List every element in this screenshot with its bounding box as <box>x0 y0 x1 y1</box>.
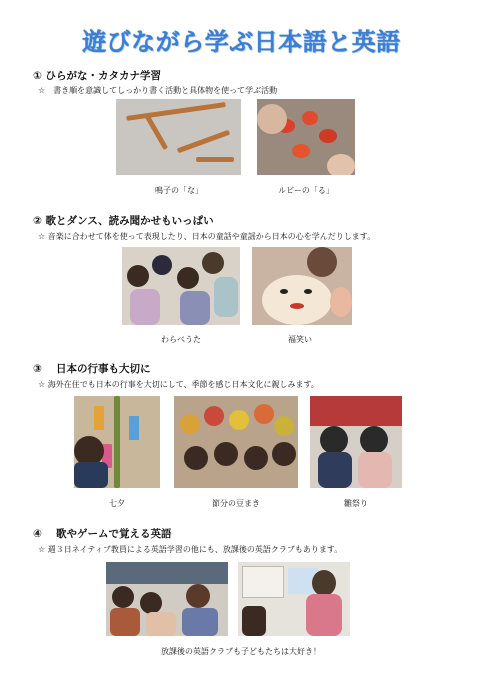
section-4-description: ☆ 週３日ネイティブ教員による英語学習の他にも、放課後の英語クラブもあります。 <box>38 545 343 554</box>
section-1-heading: ① ひらがな・カタカナ学習 <box>33 70 162 82</box>
photo-fukuwarai <box>252 247 352 325</box>
caption-setsubun: 節分の豆まき <box>212 499 260 508</box>
section-4-heading: ④ 歌やゲームで覚える英語 <box>33 528 172 540</box>
photo-english-club-2 <box>238 562 350 636</box>
photo-na-sticks <box>116 99 241 175</box>
photo-tanabata <box>74 396 160 488</box>
caption-na: 鳴子の「な」 <box>155 186 203 195</box>
caption-ru: ルビーの「る」 <box>278 186 334 195</box>
caption-hinamatsuri: 雛祭り <box>344 499 368 508</box>
caption-fukuwarai: 福笑い <box>288 335 312 344</box>
page-title: 遊びながら学ぶ日本語と英語 <box>82 28 401 56</box>
photo-warabeuta <box>122 247 240 325</box>
photo-ru-rubies <box>257 99 355 175</box>
photo-setsubun <box>174 396 298 488</box>
section-1-description: ☆ 書き順を意識してしっかり書く活動と具体物を使って学ぶ活動 <box>38 86 278 95</box>
photo-english-club-1 <box>106 562 228 636</box>
caption-tanabata: 七夕 <box>109 499 125 508</box>
photo-hinamatsuri <box>310 396 402 488</box>
section-2-description: ☆ 音楽に合わせて体を使って表現したり、日本の童話や童謡から日本の心を学んだりします。 <box>38 232 376 241</box>
section-2-heading: ② 歌とダンス、読み聞かせもいっぱい <box>33 215 214 227</box>
section-3-heading: ③ 日本の行事も大切に <box>33 363 151 375</box>
section-3-description: ☆ 海外在住でも日本の行事を大切にして、季節を感じ日本文化に親しみます。 <box>38 380 319 389</box>
caption-warabeuta: わらべうた <box>161 335 201 344</box>
caption-english-club: 放課後の英語クラブも子どもたちは大好き！ <box>161 647 321 656</box>
